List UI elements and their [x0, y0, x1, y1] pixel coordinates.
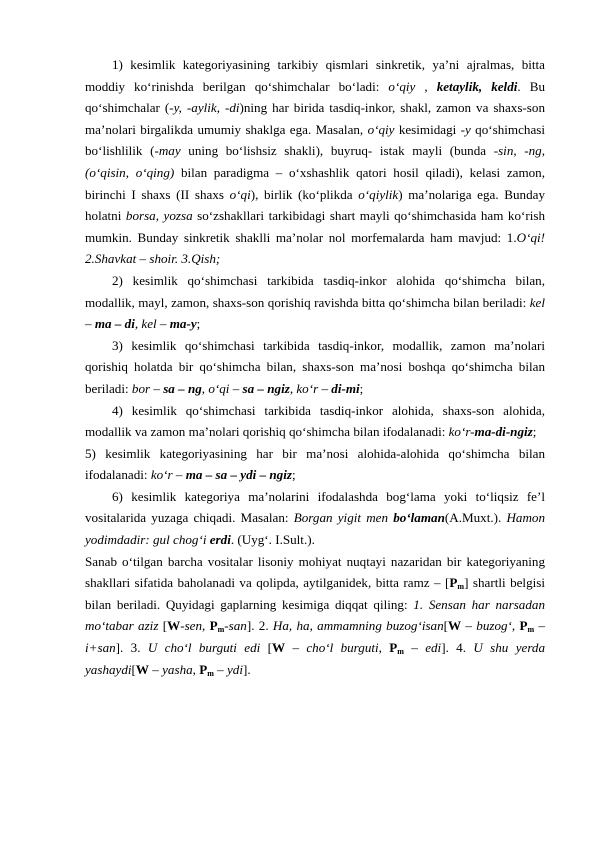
example-bold: ma-di-ngiz — [474, 424, 533, 440]
paragraph-2 — [85, 270, 545, 335]
text: qo‘shimchasi bo‘lishlilik ( — [85, 121, 545, 159]
example-bold: sa – ngiz — [242, 380, 290, 396]
example: -y, -aylik, -di — [169, 100, 240, 116]
example: , o‘qi – — [201, 380, 243, 396]
symbol: P — [209, 618, 218, 634]
text: - — [180, 618, 185, 634]
example: O‘qi! 2.Shavkat – shoir. 3.Qish; — [85, 229, 545, 267]
example-bold: ma-y — [169, 316, 197, 332]
example-bold: ma – di — [94, 316, 135, 332]
paragraph-5 — [85, 443, 545, 486]
example: o‘qiy — [367, 121, 395, 137]
text: 6) kesimlik kategoriya ma’nolarini ifodalashda bog‘lama yoki to‘liqsiz fe’l vositalarida yuzaga chiqadi. Masalan: — [85, 488, 545, 526]
symbol-subscript: m — [397, 647, 404, 657]
example: o‘qiylik — [358, 186, 399, 202]
example: i+san — [85, 640, 116, 656]
example-bold: ma – sa – ydi – ngiz — [185, 467, 292, 483]
text: – — [149, 661, 163, 677]
symbol: P — [389, 640, 398, 656]
example-bold: bo‘laman — [393, 510, 445, 526]
example-bold: di-mi — [331, 380, 360, 396]
text: . (Uyg‘. I.Sult.). — [230, 532, 315, 548]
text: – — [213, 661, 227, 677]
symbol: P — [449, 575, 458, 591]
example: Hamon yodimdadir: gul chog‘i — [85, 510, 546, 548]
text: ]. 3. — [115, 640, 148, 656]
text: ), birlik (ko‘plikda — [250, 186, 359, 202]
example: cho‘l burguti — [306, 640, 379, 656]
symbol-subscript: m — [457, 582, 465, 592]
symbol-subscript: m — [527, 625, 535, 635]
text: Sanab o‘tilgan barcha vositalar lisoniy mohiyat nuqtayi nazaridan bir kategoriyaning shakllari sifatida baholanadi va qolipda, aytilganidek, bitta ramz – [ — [85, 553, 545, 591]
text: – — [403, 640, 426, 656]
document-page — [85, 54, 545, 680]
example: U shu yerda yashaydi — [85, 640, 546, 677]
text: – — [285, 640, 307, 656]
example: buzog‘ — [476, 618, 512, 634]
example: kel – — [85, 294, 545, 332]
symbol: W — [448, 618, 462, 634]
text: ]. 2. — [246, 618, 273, 634]
paragraph-4 — [85, 400, 545, 443]
text: ]. 4. — [441, 640, 474, 656]
text: [ — [260, 640, 273, 656]
example: sen — [184, 618, 203, 634]
text: [ — [158, 618, 168, 634]
text: 3) kesimlik qo‘shimchasi tarkibida tasdiq-inkor, modallik, zamon ma’nolari qorishiq holatda bir qo‘shimcha bilan, shaxs-son ma’nosi boshqa qo‘shimcha bilan beriladi: — [85, 337, 545, 396]
text: 2) kesimlik qo‘shimchasi tarkibida tasdiq-inkor alohida qo‘shimcha bilan, modallik, mayl, zamon, shaxs-son qorishiq ravishda bitta qo‘shimcha bilan beriladi: — [85, 272, 545, 310]
example: yasha — [162, 661, 193, 677]
example: o‘qi — [229, 186, 251, 202]
text: ; — [359, 380, 364, 396]
example: Borgan yigit men — [293, 510, 394, 526]
text: 1) kesimlik kategoriyasining tarkibiy qismlari sinkretik, ya’ni ajralmas, bitta moddiy ko‘rinishda berilgan qo‘shimchalar bo‘ladi: — [85, 57, 545, 94]
text: ; — [291, 467, 296, 483]
text: , — [192, 661, 200, 677]
text: so‘zshakllari tarkibidagi shart mayli qo‘shimchasida ham ko‘rish mumkin. Bunday sinkretik shaklli ma’nolar nol morfemalarda ham mavjud: 1. — [85, 208, 545, 245]
text: )ning har birida tasdiq-inkor, shakl, zamon va shaxs-son ma’nolari birgalikda umumiy shaklga ega. Masalan, — [85, 100, 545, 137]
text: uning bo‘lishsiz shakli), buyruq- istak mayli (bunda — [180, 143, 494, 159]
text: , — [511, 618, 520, 634]
example: o‘qiy , — [388, 78, 437, 94]
symbol: P — [519, 618, 528, 634]
symbol: W — [272, 640, 286, 656]
text: [ — [443, 618, 449, 634]
example: -sin, -ng, (o‘qisin, o‘qing) — [85, 143, 545, 180]
example: ko‘r- — [448, 424, 475, 440]
example-bold: ketaylik, kel — [436, 78, 508, 94]
example-bold: erdi — [209, 532, 231, 548]
example: bor – — [131, 380, 164, 396]
example: ko‘r – — [150, 467, 186, 483]
symbol-subscript: m — [217, 625, 225, 635]
symbol: W — [135, 661, 150, 677]
symbol: P — [199, 661, 208, 677]
paragraph-1 — [85, 54, 545, 270]
example: -y — [460, 121, 471, 137]
example: Ha, ha, ammamning buzog‘isan — [272, 618, 444, 634]
text: ; — [532, 424, 537, 440]
text: ] shartli belgisi bilan beriladi. Quyidagi gaplarning kesimiga diqqat qiling: — [85, 575, 545, 612]
text: 4) kesimlik qo‘shimchasi tarkibida tasdiq-inkor alohida, shaxs-son alohida, modallik va zamon ma’nolari qorishiq qo‘shimcha bilan ifodalanadi: — [85, 402, 545, 440]
example: edi — [425, 640, 442, 656]
example: 1. Sensan har narsadan mo‘tabar aziz — [85, 596, 545, 634]
example: U cho‘l burguti edi — [147, 640, 261, 656]
symbol-subscript: m — [207, 668, 214, 678]
text: ]. — [242, 661, 251, 677]
symbol: W — [167, 618, 181, 634]
text: bilan paradigma – o‘xshashlik qatori hosil qiladi), kelasi zamon, birinchi I shaxs (II shaxs — [85, 164, 546, 202]
example: -san — [224, 618, 247, 634]
text: , — [378, 640, 390, 656]
example: -may — [154, 143, 181, 159]
paragraph-3 — [85, 335, 545, 400]
example: , ko‘r – — [289, 380, 332, 396]
text: (A.Muxt.). — [444, 510, 507, 526]
example-bold: sa – ng — [163, 380, 202, 396]
text: . Bu qo‘shimchalar ( — [85, 78, 545, 116]
text: [ — [131, 661, 136, 677]
example-bold: di — [507, 78, 518, 94]
text: – — [534, 618, 546, 634]
paragraph-7 — [85, 551, 545, 681]
example: borsa, yozsa — [125, 208, 193, 224]
paragraph-6 — [85, 486, 545, 551]
example: , kel – — [134, 316, 170, 332]
text: ) ma’nolariga ega. Bunday holatni — [85, 186, 545, 224]
example: ydi — [226, 661, 243, 677]
text: 5) kesimlik kategoriyasining har bir ma’nosi alohida-alohida qo‘shimcha bilan ifodalanadi: — [85, 445, 545, 483]
text: kesimidagi — [394, 121, 461, 137]
text: – — [461, 618, 477, 634]
text: ; — [196, 316, 201, 332]
text: , — [202, 618, 210, 634]
